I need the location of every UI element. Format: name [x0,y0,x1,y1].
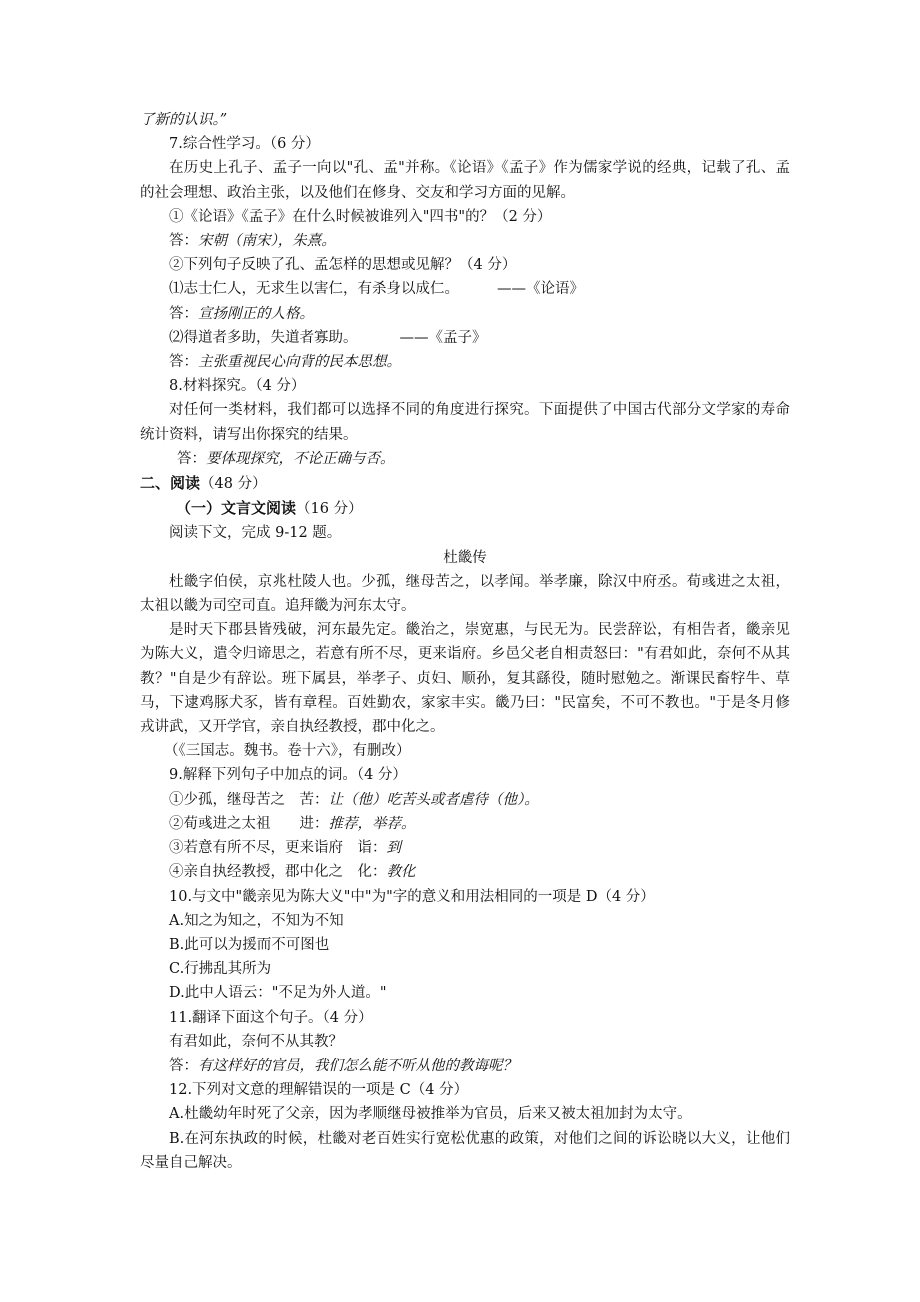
question-7-heading: 7.综合性学习。（6 分） [169,136,320,153]
quote-text: ⑵得道者多助，失道者寡助。 [169,329,358,346]
passage-source: （《三国志。魏书。卷十六》，有删改） [164,743,411,760]
question-7-2: ②下列句子反映了孔、孟怎样的思想或见解？（4 分） [169,257,517,274]
answer-text: 到 [386,840,401,857]
question-10-option-a: A.知之为知之，不知为不知 [169,912,344,929]
quote-source: ——《孟子》 [399,329,487,346]
question-8-intro: 对任何一类材料，我们都可以选择不同的角度进行探究。下面提供了中国古代部分文学家的寿命统计资料，请写出你探究的结果。 [140,402,790,443]
item-text: ③若意有所不尽，更来诣府 诣： [169,840,387,857]
question-9-item-4 [140,860,790,884]
answer-text: 要体现探究，不论正确与否。 [206,450,395,467]
quote-source: ——《论语》 [497,281,584,298]
text-line: 了新的认识。” [140,112,228,128]
question-10-option-c: C.行拂乱其所为 [169,961,272,978]
answer-text: 让（他）吃苦头或者虐待（他）。 [328,791,539,808]
item-text: ②荀彧进之太祖 进： [169,815,329,832]
question-7-1: ①《论语》《孟子》在什么时候被谁列入"四书"的？（2 分） [169,208,552,225]
answer-label: 答： [169,354,198,371]
question-9-item-1 [140,788,790,812]
quote-2 [140,326,790,350]
subsection-heading [140,496,790,521]
section-title: 二、阅读 [140,474,201,493]
answer-text: 推荐，举荐。 [328,815,416,832]
quote-text: ⑴志士仁人，无求生以害仁，有杀身以成仁。 [169,281,459,298]
reading-instruction: 阅读下文，完成 9-12 题。 [169,525,342,542]
quote-1 [140,277,790,301]
answer-11 [140,1054,790,1078]
question-9-item-2 [140,812,790,836]
section-heading [140,471,790,496]
question-9: 9.解释下列句子中加点的词。（4 分） [169,767,407,784]
question-11: 11.翻译下面这个句子。（4 分） [169,1009,373,1026]
answer-text: 主张重视民心向背的民本思想。 [198,354,401,371]
passage-paragraph-1: 杜畿字伯侯，京兆杜陵人也。少孤，继母苦之，以孝闻。举孝廉，除汉中府丞。荀彧进之太祖，太祖以畿为司空司直。追拜畿为河东太守。 [140,573,790,615]
question-10: 10.与文中"畿亲见为陈大义"中"为"字的意义和用法相同的一项是 D（4 分） [169,888,655,905]
answer-text: 宋朝（南宋），朱熹。 [198,233,336,250]
item-text: ①少孤，继母苦之 苦： [169,791,329,808]
question-8-heading: 8.材料探究。（4 分） [169,378,306,395]
question-10-option-b: B.此可以为援而不可图也 [169,936,330,953]
answer-label: 答： [169,233,198,250]
answer-7-1 [140,229,790,253]
subsection-title: （一）文言文阅读 [176,499,297,518]
passage-title: 杜畿传 [443,549,487,566]
answer-text: 有这样好的官员，我们怎么能不听从他的教诲呢？ [198,1057,517,1074]
answer-label: 答： [177,450,206,467]
item-text: ④亲自执经教授，郡中化之 化： [169,864,387,881]
question-12-option-a: A.杜畿幼年时死了父亲，因为孝顺继母被推举为官员，后来又被太祖加封为太守。 [169,1106,692,1123]
answer-label: 答： [169,1057,198,1074]
question-12: 12.下列对文意的理解错误的一项是 C（4 分） [169,1082,469,1099]
answer-7-2-1 [140,302,790,326]
passage-paragraph-2: 是时天下郡县皆残破，河东最先定。畿治之，崇宽惠，与民无为。民尝辞讼，有相告者，畿亲见为陈大义，遣令归谛思之，若意有所不尽，更来诣府。乡邑父老自相责怒曰："有君如此，奈何不从其教？"自是少有辞讼。班下属县，举孝子、贞妇、顺孙，复其繇役，随时慰勉之。渐课民畜牸牛、草马，下逮鸡豚犬豕，皆有章程。百姓勤农，家家丰实。畿乃曰："民富矣，不可不教也。"于是冬月修戎讲武，又开学官，亲自执经教授，郡中化之。 [140,622,790,736]
question-11-sentence: 有君如此，奈何不从其教？ [169,1033,343,1050]
question-10-option-d: D.此中人语云："不足为外人道。" [169,985,387,1002]
subsection-score: （16 分） [296,501,363,518]
answer-text: 教化 [386,864,416,881]
answer-7-2-2 [140,350,790,374]
answer-text: 宣扬刚正的人格。 [198,305,314,322]
question-12-option-b: B.在河东执政的时候，杜畿对老百姓实行宽松优惠的政策，对他们之间的诉讼晓以大义，让他们尽量自己解决。 [140,1130,790,1171]
answer-label: 答： [169,305,198,322]
document-page [140,108,790,1175]
section-score: （48 分） [200,476,267,493]
question-9-item-3 [140,836,790,860]
question-7-intro: 在历史上孔子、孟子一向以"孔、孟"并称。《论语》《孟子》作为儒家学说的经典，记载了孔、孟的社会理想、政治主张，以及他们在修身、交友和学习方面的见解。 [140,160,790,201]
answer-8 [140,447,790,471]
